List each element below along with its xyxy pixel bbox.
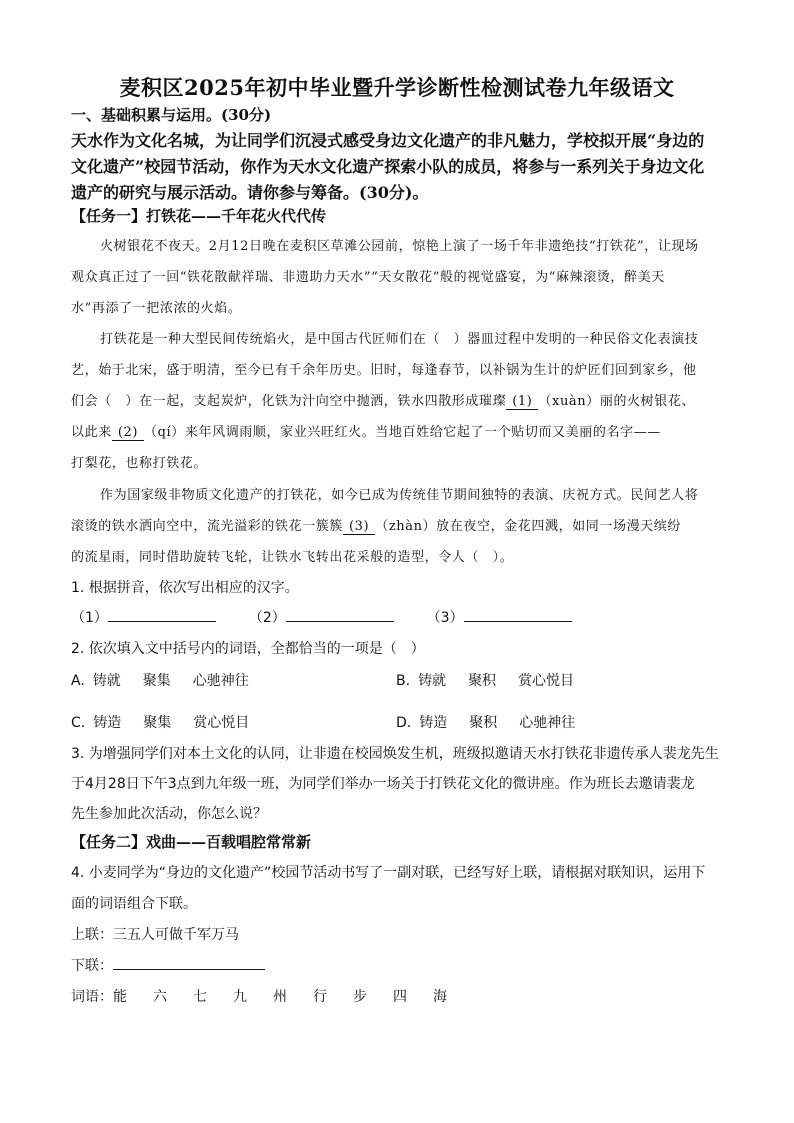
option-letter: A. [71, 673, 85, 689]
word-bank-item: 步 [353, 989, 367, 1005]
lower-couplet-field[interactable] [113, 955, 265, 970]
passage-line [71, 421, 661, 441]
word-bank-item: 六 [153, 989, 167, 1005]
passage-line: 作为国家级非物质文化遗产的打铁花，如今已成为传统佳节期间独特的表演、庆祝方式。民间艺人将 [100, 488, 699, 503]
answer-label-3: （3） [426, 610, 464, 626]
question-3-line: 先生参加此次活动，你怎么说？ [71, 806, 267, 822]
passage-line [71, 515, 681, 535]
option-b[interactable] [396, 670, 596, 690]
passage-text: 滚烫的铁水洒向空中，流光溢彩的铁花一簇簇 [71, 519, 344, 534]
option-word: 聚积 [468, 673, 497, 689]
word-bank-item: 海 [433, 989, 447, 1005]
passage-line: 的流星雨，同时借助旋转飞轮，让铁水飞转出花采般的造型，令人（ ）。 [71, 550, 514, 565]
section-intro-line: 天水作为文化名城，为让同学们沉浸式感受身边文化遗产的非凡魅力，学校拟开展“身边的 [71, 131, 705, 150]
option-d[interactable] [396, 712, 597, 732]
word-bank-item: 能 [113, 989, 127, 1005]
lower-couplet-label: 下联： [71, 958, 113, 974]
passage-text: 们会（ ）在一起，支起炭炉，化铁为汁向空中抛洒，铁水四散形成璀璨 [71, 394, 507, 409]
answer-label-1: （1） [71, 610, 108, 626]
passage-line: 火树银花不夜天。2月12日晚在麦积区草滩公园前，惊艳上演了一场千年非遗绝技“打铁花”，让现场 [100, 239, 699, 254]
section-heading: 一、基础积累与运用。(30分) [71, 106, 272, 124]
pinyin-blank-1[interactable]: (1) [506, 394, 538, 410]
answer-field-3[interactable] [464, 607, 572, 622]
task2-heading: 【任务二】戏曲——百载唱腔常常新 [71, 833, 312, 851]
exam-title: 麦积区2025年初中毕业暨升学诊断性检测试卷九年级语文 [119, 75, 675, 100]
question-1-answers [71, 607, 572, 627]
option-word: 铸就 [92, 673, 121, 689]
upper-couplet-label: 上联： [71, 927, 113, 943]
option-letter: C. [71, 715, 86, 731]
option-word: 心驰神往 [519, 715, 576, 731]
pinyin-blank-2[interactable]: (2) [112, 425, 144, 441]
word-bank-item: 行 [313, 989, 327, 1005]
passage-line: 水”再添了一把浓浓的火焰。 [71, 301, 242, 316]
passage-line: 观众真正过了一回“铁花散献祥瑞、非遗助力天水”“天女散花”般的视觉盛宴，为“麻辣滚烫，醉美天 [71, 270, 665, 285]
option-word: 赏心悦目 [518, 673, 575, 689]
option-word: 聚积 [469, 715, 498, 731]
passage-line: 打铁花是一种大型民间传统焰火，是中国古代匠师们在（ ）器皿过程中发明的一种民俗文化表演技 [100, 332, 699, 347]
question-4-line: 面的词语组合下联。 [71, 896, 197, 912]
passage-line: 艺，始于北宋，盛于明清，至今已有千余年历史。旧时，每逢春节，以补锅为生计的炉匠们回到家乡，他 [71, 363, 697, 378]
option-word: 赏心悦目 [193, 715, 250, 731]
task1-heading: 【任务一】打铁花——千年花火代代传 [71, 207, 327, 225]
section-intro-line: 遗产的研究与展示活动。请你参与筹备。(30分)。 [71, 183, 429, 202]
passage-text: （xuàn）丽的火树银花、 [538, 394, 696, 409]
word-bank-label: 词语： [71, 989, 113, 1005]
option-word: 铸造 [419, 715, 448, 731]
option-letter: D. [396, 715, 412, 731]
pinyin-blank-3[interactable]: (3) [343, 519, 375, 535]
question-3-line: 于4月28日下午3点到九年级一班，为同学们举办一场关于打铁花文化的微讲座。作为班长去邀请裴龙 [71, 776, 695, 792]
option-word: 聚集 [143, 715, 172, 731]
option-word: 心驰神往 [192, 673, 249, 689]
option-word: 聚集 [142, 673, 171, 689]
passage-line: 打梨花，也称打铁花。 [71, 456, 208, 471]
word-bank-item: 七 [193, 989, 207, 1005]
word-bank-item: 四 [393, 989, 407, 1005]
word-bank [71, 986, 473, 1006]
upper-couplet [71, 924, 239, 944]
word-bank-item: 九 [233, 989, 247, 1005]
passage-text: （qí）来年风调雨顺，家业兴旺红火。当地百姓给它起了一个贴切而又美丽的名字—— [144, 425, 661, 440]
option-letter: B. [396, 673, 411, 689]
option-word: 铸造 [93, 715, 122, 731]
lower-couplet [71, 955, 265, 975]
passage-text: （zhàn）放在夜空，金花四溅，如同一场漫天缤纷 [375, 519, 681, 534]
question-2-stem: 2. 依次填入文中括号内的词语，全都恰当的一项是（ ） [71, 641, 425, 657]
option-c[interactable] [71, 712, 271, 732]
option-word: 铸就 [418, 673, 447, 689]
question-4-line: 4. 小麦同学为“身边的文化遗产”校园节活动书写了一副对联，已经写好上联，请根据对联知识，运用下 [71, 865, 706, 881]
passage-text: 以此来 [71, 425, 112, 440]
question-1-stem: 1. 根据拼音，依次写出相应的汉字。 [71, 580, 299, 596]
answer-field-1[interactable] [108, 607, 216, 622]
passage-line [71, 390, 695, 410]
section-intro-line: 文化遗产”校园节活动，你作为天水文化遗产探索小队的成员，将参与一系列关于身边文化 [71, 157, 705, 176]
question-3-line: 3. 为增强同学们对本土文化的认同，让非遗在校园焕发生机，班级拟邀请天水打铁花非遗传承人裴龙先生 [71, 746, 719, 762]
answer-label-2: （2） [248, 610, 286, 626]
upper-couplet-text: 三五人可做千军万马 [113, 927, 239, 943]
option-a[interactable] [71, 670, 271, 690]
answer-field-2[interactable] [286, 607, 394, 622]
word-bank-item: 州 [273, 989, 287, 1005]
